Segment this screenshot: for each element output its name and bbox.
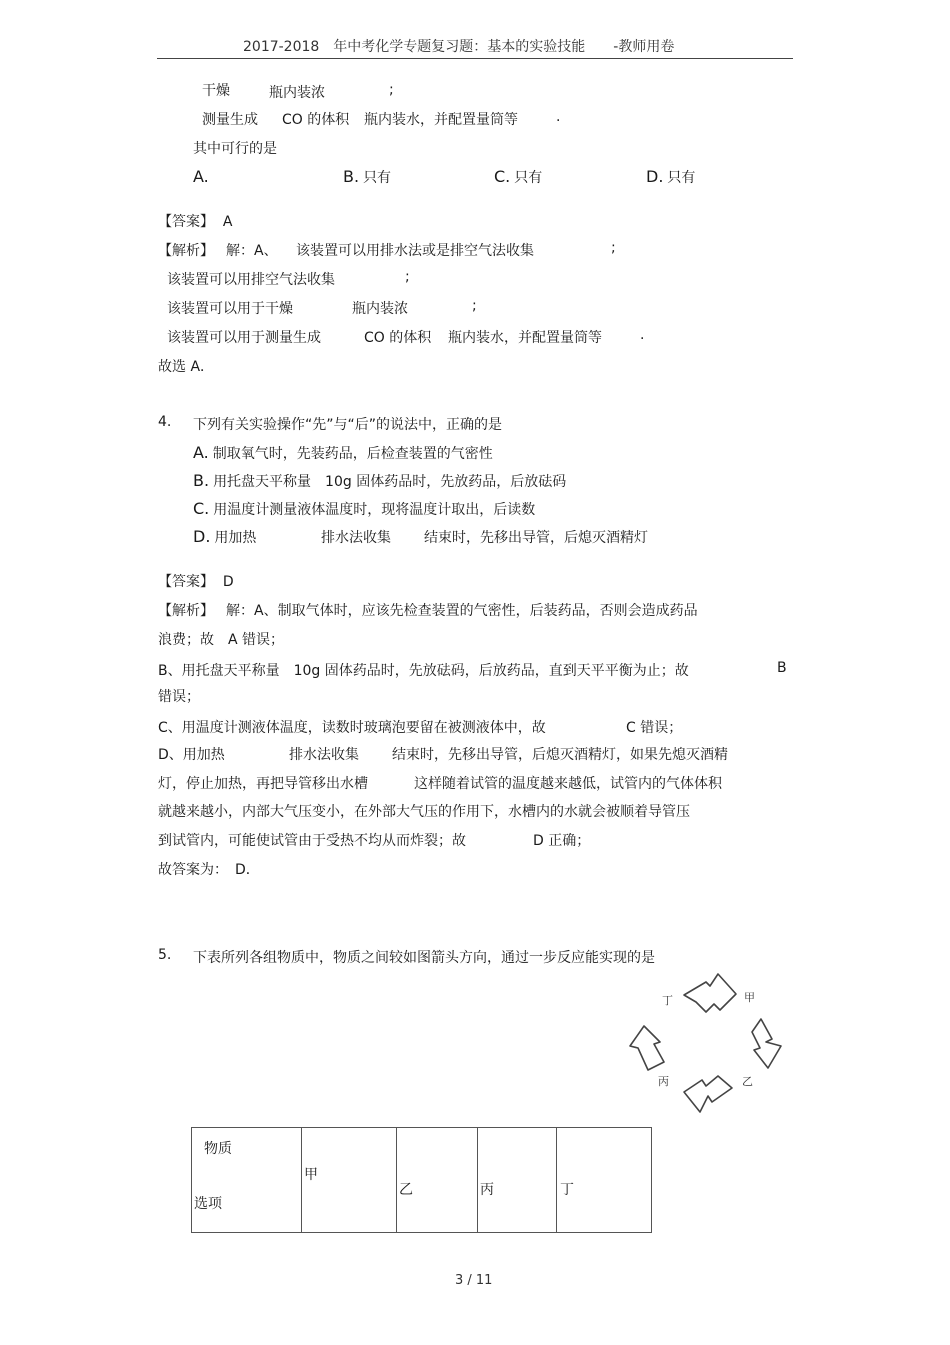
table-header-cell <box>478 1128 557 1233</box>
q3-line2-b: CO 的体积 <box>282 112 350 128</box>
q3-option-b <box>343 167 391 187</box>
table-corner-bottom: 选项 <box>194 1196 222 1212</box>
q3-answer <box>158 211 232 231</box>
q3-analysis-1c: ; <box>611 240 616 256</box>
q4-analysis-line: 浪费；故 A 错误； <box>158 632 285 648</box>
q3-analysis-3b: 瓶内装浓 <box>352 301 408 317</box>
q3-line1-b: 瓶内装浓 <box>269 85 325 101</box>
q3-analysis-4d: . <box>640 327 645 343</box>
option-letter: A. <box>193 167 209 186</box>
q4-stem: 下列有关实验操作“先”与“后”的说法中，正确的是 <box>193 417 503 433</box>
option-letter: D. <box>646 167 664 186</box>
q3-option-d <box>646 167 695 187</box>
option-letter: B. <box>193 471 210 490</box>
option-text: 用加热 <box>214 530 257 546</box>
q3-analysis-4c: 瓶内装水，并配置量筒等 <box>448 330 602 346</box>
q4-analysis-d-mid: 排水法收集 <box>289 747 359 763</box>
q3-analysis-4b: CO 的体积 <box>364 330 432 346</box>
q4-analysis-d-tail: 结束时，先移出导管，后熄灭酒精灯，如果先熄灭酒精 <box>392 747 728 763</box>
table-header-jia: 甲 <box>304 1167 318 1183</box>
q4-option-a <box>193 443 493 463</box>
q3-analysis-1b: 该装置可以用排水法或是排空气法收集 <box>296 243 534 259</box>
q3-conclusion: 故选 A． <box>158 359 215 375</box>
q4-analysis-line: 故答案为： D． <box>158 862 260 878</box>
answer-label: 【答案】 <box>158 214 214 230</box>
q4-analysis-c-tail: C 错误； <box>626 720 683 736</box>
q3-line1-a: 干燥 <box>202 83 230 99</box>
q4-option-c <box>193 499 535 519</box>
reaction-cycle-diagram <box>626 964 791 1126</box>
q4-option-d-c: 结束时，先移出导管，后熄灭酒精灯 <box>424 530 648 546</box>
option-letter: C. <box>193 499 210 518</box>
q3-line1-c: ; <box>389 82 394 98</box>
option-text: 用温度计测量液体温度时，现将温度计取出，后读数 <box>213 502 536 518</box>
table-corner-top: 物质 <box>204 1141 232 1157</box>
q3-analysis-1a: 解：A、 <box>226 243 278 259</box>
diagram-label-yi: 乙 <box>742 1075 753 1088</box>
q4-analysis-line: 就越来越小，内部大气压变小，在外部大气压的作用下，水槽内的水就会被顺着导管压 <box>158 804 690 820</box>
q4-analysis-line: 错误； <box>158 689 200 705</box>
arrow-bing-to-ding-icon <box>630 1026 664 1070</box>
table-header-ding: 丁 <box>560 1182 574 1198</box>
q4-analysis-e-tail: 这样随着试管的温度越来越低，试管内的气体体积 <box>414 776 722 792</box>
q4-analysis-first: 解：A、制取气体时，应该先检查装置的气密性，后装药品，否则会造成药品 <box>226 603 698 619</box>
q5-number: 5. <box>158 947 172 963</box>
q4-option-d-b: 排水法收集 <box>321 530 391 546</box>
diagram-label-jia: 甲 <box>744 991 755 1004</box>
option-text: 制取氧气时，先装药品，后检查装置的气密性 <box>212 446 493 462</box>
option-letter: C. <box>494 167 511 186</box>
document-header-title: 2017-2018 年中考化学专题复习题：基本的实验技能 -教师用卷 <box>243 39 675 55</box>
q4-analysis-line: 灯，停止加热，再把导管移出水槽 <box>158 776 368 792</box>
table-header-cell <box>302 1128 397 1233</box>
q3-option-a <box>193 167 213 186</box>
substance-table <box>191 1127 652 1233</box>
table-header-cell <box>397 1128 478 1233</box>
q4-number: 4. <box>158 414 172 430</box>
q3-analysis-2a: 该装置可以用排空气法收集 <box>167 272 335 288</box>
q3-analysis-2b: ; <box>405 269 410 285</box>
q4-answer <box>158 571 234 591</box>
arrow-jia-to-yi-icon <box>752 1019 781 1068</box>
q4-analysis-line: 到试管内，可能使试管由于受热不均从而炸裂；故 <box>158 833 466 849</box>
q4-analysis-b-tail: B <box>777 660 787 676</box>
option-letter: A. <box>193 443 209 462</box>
q3-line2-a: 测量生成 <box>202 112 258 128</box>
q3-line2-d: . <box>556 109 561 125</box>
table-header-cell <box>557 1128 652 1233</box>
q4-analysis-line: B、用托盘天平称量 10g 固体药品时，先放砝码，后放药品，直到天平平衡为止；故 <box>158 663 689 679</box>
q3-analysis-3a: 该装置可以用于干燥 <box>167 301 293 317</box>
q3-analysis-3c: ; <box>472 298 477 314</box>
diagram-label-ding: 丁 <box>662 994 673 1007</box>
q4-analysis-h-tail: D 正确； <box>533 833 591 849</box>
q3-analysis-4a: 该装置可以用于测量生成 <box>167 330 321 346</box>
q4-analysis-line: C、用温度计测液体温度，读数时玻璃泡要留在被测液体中，故 <box>158 720 546 736</box>
option-letter: D. <box>193 527 211 546</box>
table-corner-cell <box>192 1128 302 1233</box>
option-text: 用托盘天平称量 10g 固体药品时，先放药品，后放砝码 <box>213 474 567 490</box>
table-header-yi: 乙 <box>399 1182 413 1198</box>
table-header-bing: 丙 <box>480 1182 494 1198</box>
arrow-ding-to-jia-icon <box>684 974 736 1012</box>
q3-option-c <box>494 167 542 187</box>
answer-label: 【答案】 <box>158 574 214 590</box>
q4-option-b <box>193 471 566 491</box>
q4-analysis-label: 【解析】 <box>158 603 214 619</box>
q3-analysis-label: 【解析】 <box>158 243 214 259</box>
option-letter: B. <box>343 167 360 186</box>
answer-value: A <box>222 214 233 230</box>
option-text: 只有 <box>667 170 696 186</box>
q3-line3: 其中可行的是 <box>193 141 277 157</box>
option-text: 只有 <box>363 170 392 186</box>
page-number: 3 / 11 <box>455 1273 493 1288</box>
q3-line2-c: 瓶内装水，并配置量筒等 <box>364 112 518 128</box>
option-text: 只有 <box>514 170 543 186</box>
header-divider <box>157 58 793 59</box>
diagram-label-bing: 丙 <box>658 1075 669 1088</box>
arrow-yi-to-bing-icon <box>684 1076 732 1112</box>
q4-analysis-line: D、用加热 <box>158 747 225 763</box>
q4-option-d <box>193 527 256 547</box>
answer-value: D <box>222 574 234 590</box>
q5-stem: 下表所列各组物质中，物质之间较如图箭头方向，通过一步反应能实现的是 <box>193 950 655 966</box>
